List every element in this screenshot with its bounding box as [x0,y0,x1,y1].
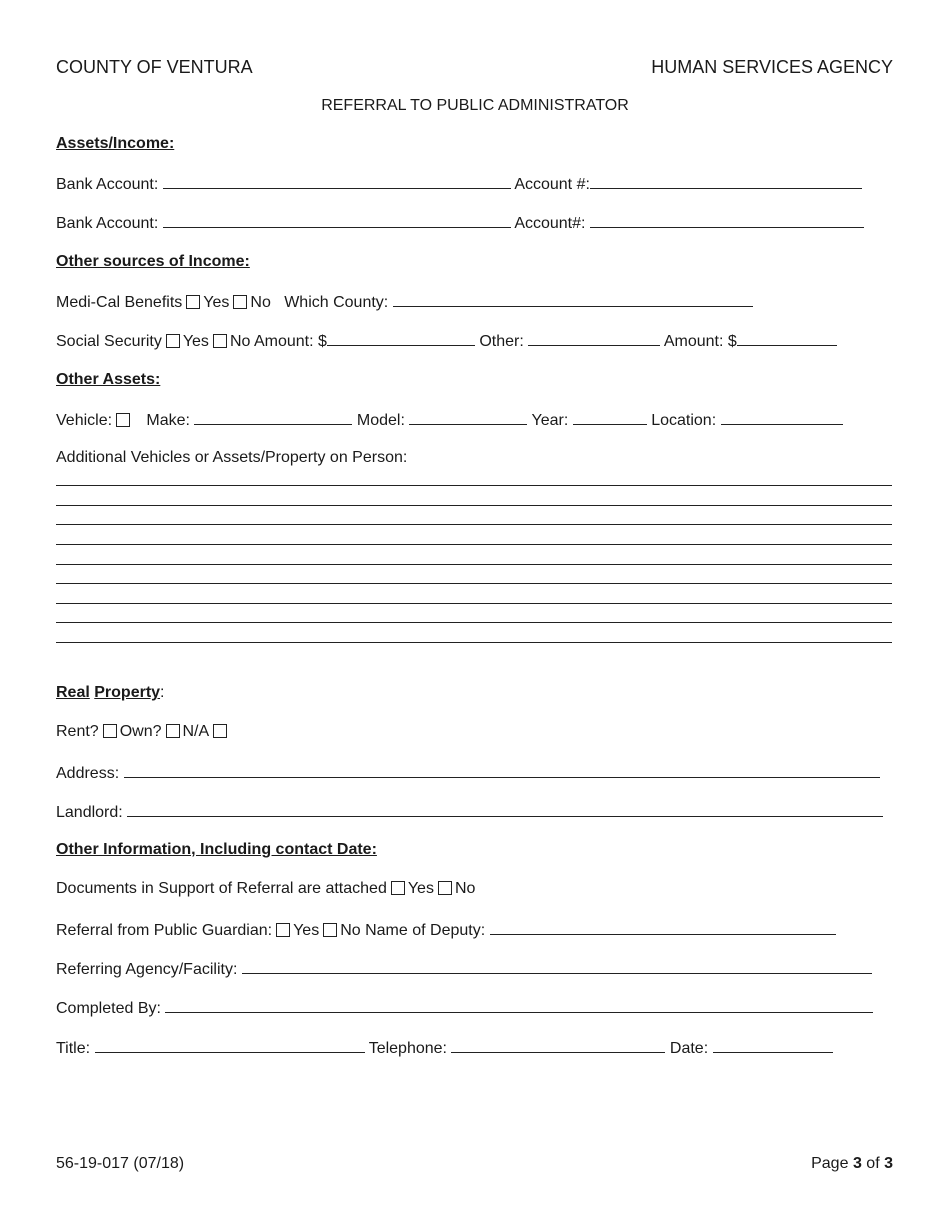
medi-cal-yes-checkbox[interactable] [186,295,200,309]
documents-yes-checkbox[interactable] [391,881,405,895]
account-number-field[interactable] [590,213,864,228]
referring-agency-label: Referring Agency/Facility: [56,961,238,978]
pg-no-checkbox[interactable] [323,923,337,937]
date-label: Date: [669,1040,709,1057]
year-field[interactable] [573,410,647,425]
bank-account-row-1 [56,174,862,194]
landlord-row [56,802,883,822]
na-label: N/A [182,723,210,740]
title-phone-date-row [56,1038,833,1058]
vehicle-row [56,410,843,430]
yes-label: Yes [407,880,434,897]
ss-no-checkbox[interactable] [213,334,227,348]
address-field[interactable] [124,763,880,778]
other-assets-heading: Other Assets: [56,371,161,388]
rent-label: Rent? [56,723,99,740]
account-number-field[interactable] [590,174,862,189]
title-label: Title: [56,1040,91,1057]
page-of: of [866,1155,880,1172]
address-label: Address: [56,765,120,782]
landlord-label: Landlord: [56,804,123,821]
deputy-field[interactable] [490,920,836,935]
vehicle-label: Vehicle: [56,412,113,429]
additional-assets-line[interactable] [56,485,892,486]
other-info-heading: Other Information, Including contact Date: [56,841,377,858]
form-title: REFERRAL TO PUBLIC ADMINISTRATOR [321,97,629,114]
other-field[interactable] [528,331,660,346]
other-label: Other: [479,333,524,350]
rent-checkbox[interactable] [103,724,117,738]
na-checkbox[interactable] [213,724,227,738]
additional-assets-line[interactable] [56,505,892,506]
which-county-field[interactable] [393,292,753,307]
bank-account-label: Bank Account: [56,215,159,232]
amount-label: Amount: $ [663,333,737,350]
deputy-label: No Name of Deputy: [340,922,486,939]
ss-yes-checkbox[interactable] [166,334,180,348]
make-field[interactable] [194,410,352,425]
year-label: Year: [531,412,569,429]
which-county-label: Which County: [284,294,389,311]
bank-account-field[interactable] [163,174,511,189]
yes-label: Yes [203,294,230,311]
location-field[interactable] [721,410,843,425]
completed-by-row [56,998,873,1018]
ss-amount-field[interactable] [327,331,475,346]
county-name: COUNTY OF VENTURA [56,57,253,77]
title-field[interactable] [95,1038,365,1053]
make-label: Make: [146,412,190,429]
documents-label: Documents in Support of Referral are attached [56,880,387,897]
medi-cal-label: Medi-Cal Benefits [56,294,183,311]
yes-label: Yes [182,333,209,350]
pg-yes-checkbox[interactable] [276,923,290,937]
referring-agency-field[interactable] [242,959,872,974]
model-field[interactable] [409,410,527,425]
vehicle-checkbox[interactable] [116,413,130,427]
no-label: No [250,294,271,311]
form-number: 56-19-017 (07/18) [56,1155,185,1172]
page-total: 3 [884,1155,893,1172]
additional-assets-line[interactable] [56,544,892,545]
date-field[interactable] [713,1038,833,1053]
own-checkbox[interactable] [166,724,180,738]
additional-assets-label: Additional Vehicles or Assets/Property on Person: [56,449,408,466]
telephone-label: Telephone: [368,1040,447,1057]
amount-field[interactable] [737,331,837,346]
social-security-row [56,331,837,351]
bank-account-field[interactable] [163,213,511,228]
page-number: 3 [852,1155,862,1172]
additional-assets-line[interactable] [56,564,892,565]
additional-assets-line[interactable] [56,622,892,623]
model-label: Model: [356,412,405,429]
landlord-field[interactable] [127,802,883,817]
other-income-heading: Other sources of Income: [56,253,250,270]
telephone-field[interactable] [451,1038,665,1053]
account-number-label: Account #: [514,176,590,193]
additional-assets-line[interactable] [56,642,892,643]
bank-account-label: Bank Account: [56,176,159,193]
additional-assets-line[interactable] [56,583,892,584]
address-row [56,763,880,783]
documents-no-checkbox[interactable] [438,881,452,895]
ss-amount-label: No Amount: $ [229,333,327,350]
no-label: No [454,880,476,897]
documents-row [56,880,475,898]
referring-agency-row [56,959,872,979]
page-indicator [811,1155,893,1173]
medi-cal-no-checkbox[interactable] [233,295,247,309]
public-guardian-row [56,920,836,940]
agency-name: HUMAN SERVICES AGENCY [651,57,893,77]
location-label: Location: [651,412,717,429]
page-prefix: Page [811,1155,849,1172]
real-property-heading-a: Real [56,684,90,701]
completed-by-label: Completed By: [56,1000,161,1017]
account-number-label: Account#: [514,215,586,232]
assets-income-heading: Assets/Income: [56,135,175,152]
public-guardian-label: Referral from Public Guardian: [56,922,273,939]
bank-account-row-2 [56,213,864,233]
real-property-heading-b: Property [94,684,161,701]
real-property-heading: Real Property: [56,684,165,701]
rent-own-row [56,723,230,741]
social-security-label: Social Security [56,333,162,350]
additional-assets-line[interactable] [56,603,892,604]
completed-by-field[interactable] [165,998,873,1013]
own-label: Own? [119,723,162,740]
additional-assets-line[interactable] [56,524,892,525]
yes-label: Yes [293,922,320,939]
medi-cal-row [56,292,753,312]
